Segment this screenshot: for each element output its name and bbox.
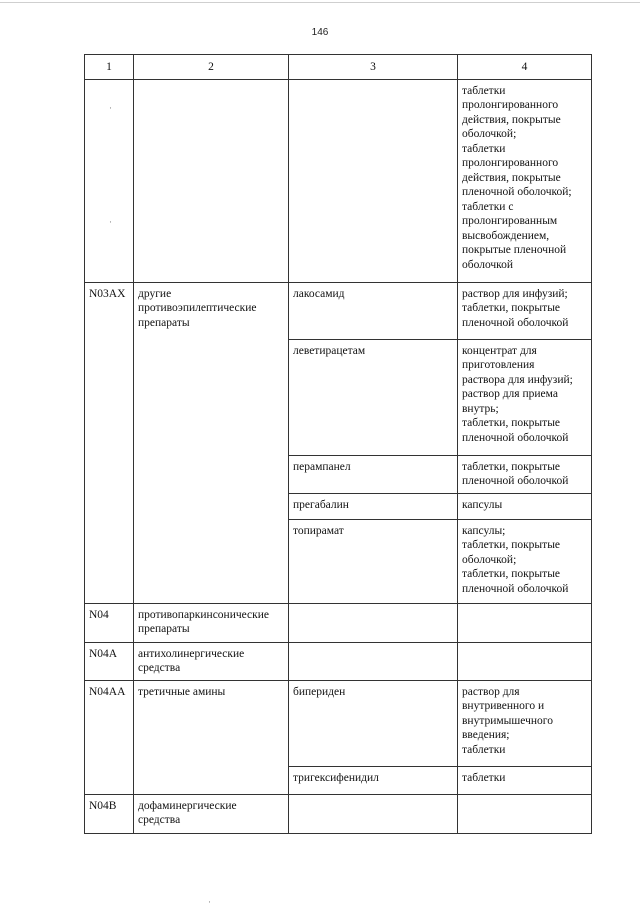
drug-name-cell [289,642,458,680]
column-header-4: 4 [458,55,592,80]
scan-speck: · [109,217,112,227]
drug-name-cell: бипериден [289,680,458,766]
drug-name-cell: тригексифенидил [289,766,458,794]
drug-name-cell [289,603,458,642]
dosage-forms-cell: раствор для инфузий; таблетки, покрытые пленочной оболочкой [458,282,592,339]
dosage-forms-cell: таблетки [458,766,592,794]
dosage-forms-cell: таблетки пролонгированного действия, покрытые оболочкой; таблетки пролонгированного действия, покрытые пленочной оболочкой; таблетки с пролонгированным высвобождением, покрытые пленочной оболочкой [458,79,592,282]
drug-table [84,54,592,834]
scan-speck: · [109,103,112,113]
drug-name-cell: прегабалин [289,493,458,519]
dosage-forms-cell: таблетки, покрытые пленочной оболочкой [458,455,592,493]
group-cell: антихолинергические средства [134,642,289,680]
drug-name-cell [289,79,458,282]
table-row [85,642,592,680]
group-cell: третичные амины [134,680,289,794]
page-number: 146 [311,27,329,38]
table-header-row [85,55,592,80]
drug-name-cell [289,794,458,833]
table-row [85,282,592,339]
drug-name-cell: перампанел [289,455,458,493]
group-cell: противопаркинсонические препараты [134,603,289,642]
drug-name-cell: леветирацетам [289,339,458,455]
code-cell: N04AA [85,680,134,794]
table-row [85,603,592,642]
code-cell: N03AX [85,282,134,603]
scan-speck: · [208,897,211,907]
column-header-3: 3 [289,55,458,80]
table-row-continuation [85,79,592,282]
top-rule [0,2,640,3]
dosage-forms-cell [458,794,592,833]
dosage-forms-cell: раствор для внутривенного и внутримышечного введения; таблетки [458,680,592,766]
group-cell: другие противоэпилептические препараты [134,282,289,603]
dosage-forms-cell [458,642,592,680]
dosage-forms-cell [458,603,592,642]
table-row [85,680,592,766]
table-row [85,794,592,833]
drug-name-cell: топирамат [289,519,458,603]
column-header-1: 1 [85,55,134,80]
dosage-forms-cell: капсулы [458,493,592,519]
group-cell: дофаминергические средства [134,794,289,833]
drug-name-cell: лакосамид [289,282,458,339]
code-cell: N04B [85,794,134,833]
column-header-2: 2 [134,55,289,80]
group-cell [134,79,289,282]
dosage-forms-cell: капсулы; таблетки, покрытые оболочкой; таблетки, покрытые пленочной оболочкой [458,519,592,603]
dosage-forms-cell: концентрат для приготовления раствора для инфузий; раствор для приема внутрь; таблетки, покрытые пленочной оболочкой [458,339,592,455]
code-cell: N04A [85,642,134,680]
code-cell: N04 [85,603,134,642]
